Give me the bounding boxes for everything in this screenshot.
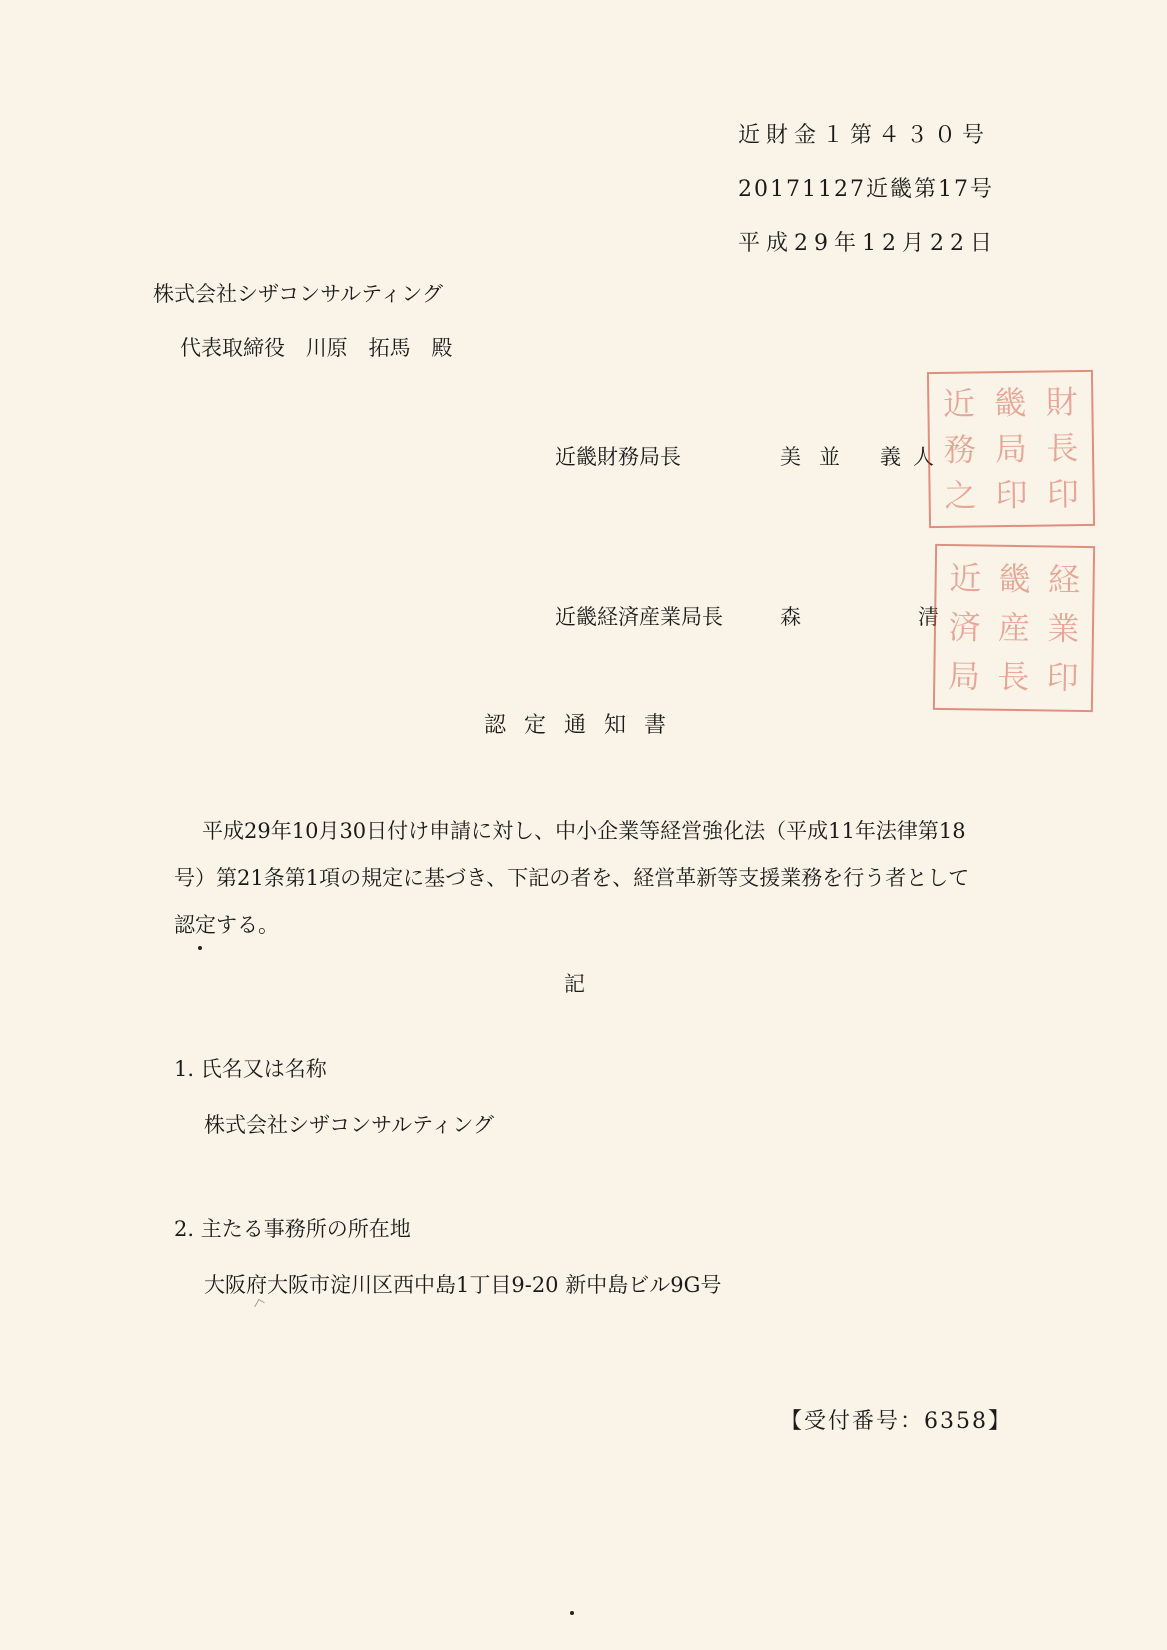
addressee-title: 代表取締役	[180, 336, 285, 360]
scan-mark	[254, 1299, 265, 1310]
document-title: 認定通知書	[484, 713, 685, 738]
seal-character: 局	[994, 429, 1028, 469]
seal-character: 長	[997, 658, 1030, 697]
seal-character: 印	[1046, 475, 1080, 514]
issuer-title-finance: 近畿財務局長	[555, 445, 681, 469]
seal-character: 局	[947, 657, 981, 696]
certification-body-text: 平成29年10月30日付け申請に対し、中小企業等経営強化法（平成11年法律第18号）第21条第1項の規定に基づき、下記の者を、経営革新等支援業務を行う者として認定する。	[174, 819, 970, 937]
seal-character: 長	[1046, 429, 1079, 468]
seal-character: 之	[944, 476, 977, 515]
issuer-name-economy-part-1: 森	[780, 605, 801, 629]
seal-character: 業	[1047, 609, 1080, 648]
addressee-honorific: 殿	[431, 336, 453, 360]
addressee-person	[180, 332, 466, 362]
seal-character: 近	[942, 384, 976, 423]
reference-number-2: 20171127近畿第17号	[738, 177, 994, 202]
issuer-name-finance-part-1: 美並	[780, 445, 858, 469]
reference-number-1: 近財金１第４３０号	[738, 123, 991, 148]
addressee-company: 株式会社シザコンサルティング	[153, 282, 444, 306]
issuer-name-finance-part-2: 義人	[880, 445, 946, 469]
addressee-name: 川原 拓馬	[305, 336, 411, 360]
receipt-number: 【受付番号：6358】	[780, 1409, 1012, 1434]
scan-dot	[198, 946, 202, 950]
scan-dot	[570, 1611, 574, 1615]
seal-character: 近	[949, 558, 982, 598]
seal-character: 産	[997, 608, 1031, 648]
seal-character: 畿	[998, 559, 1031, 598]
seal-character: 印	[1046, 658, 1079, 698]
address-item-label: 2. 主たる事務所の所在地	[174, 1217, 411, 1241]
issuer-title-economy: 近畿経済産業局長	[555, 605, 723, 629]
finance-bureau-seal	[927, 370, 1095, 528]
name-item-value: 株式会社シザコンサルティング	[204, 1113, 495, 1137]
seal-character: 印	[995, 475, 1028, 515]
economy-bureau-seal	[933, 544, 1095, 712]
seal-character: 務	[943, 430, 976, 469]
seal-character: 畿	[994, 383, 1027, 423]
address-item-value: 大阪府大阪市淀川区西中島1丁目9-20 新中島ビル9G号	[204, 1273, 722, 1297]
issuer-name-economy-part-2: 清	[918, 605, 939, 629]
name-item-label: 1. 氏名又は名称	[174, 1057, 327, 1081]
seal-character: 経	[1047, 560, 1081, 599]
issue-date: 平成29年12月22日	[738, 231, 998, 256]
ki-heading: 記	[564, 972, 585, 996]
seal-character: 財	[1045, 383, 1078, 422]
seal-character: 済	[948, 608, 981, 647]
